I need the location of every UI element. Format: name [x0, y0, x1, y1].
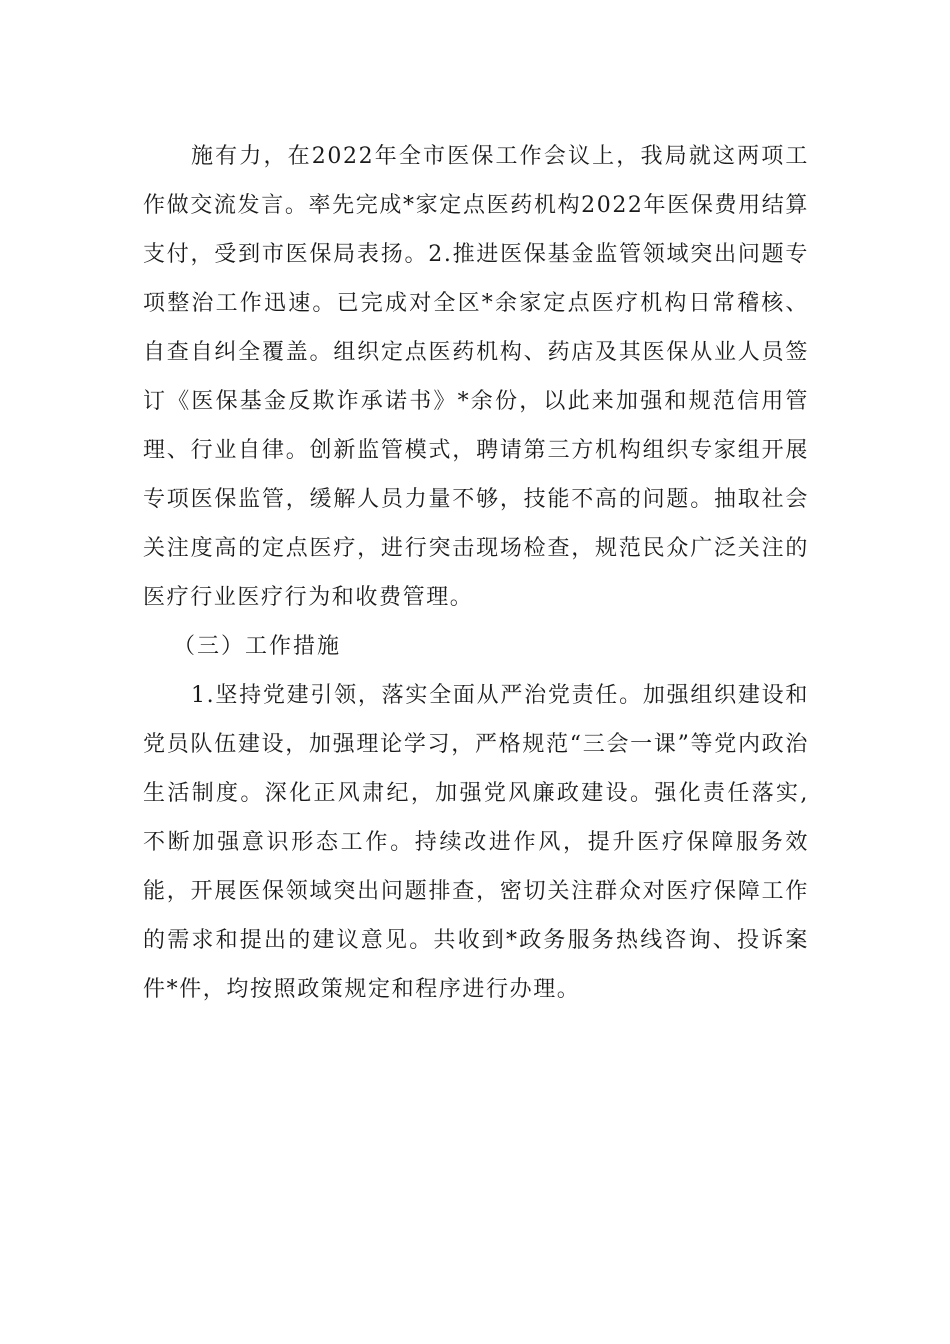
paragraph-work-measures: 1.坚持党建引领，落实全面从严治党责任。加强组织建设和党员队伍建设，加强理论学习，严格规范“三会一课”等党内政治生活制度。深化正风肃纪，加强党风廉政建设。强化责任落实,不断加强意识形态工作。持续改进作风，提升医疗保障服务效能，开展医保领域突出问题排查，密切关注群众对医疗保障工作的需求和提出的建议意见。共收到*政务服务热线咨询、投诉案件*件，均按照政策规定和程序进行办理。: [143, 683, 809, 1002]
document-body: [143, 132, 809, 1014]
paragraph-continued: 施有力，在2022年全市医保工作会议上，我局就这两项工作做交流发言。率先完成*家定点医药机构2022年医保费用结算支付，受到市医保局表扬。2.推进医保基金监管领域突出问题专项整治工作迅速。已完成对全区*余家定点医疗机构日常稽核、自查自纠全覆盖。组织定点医药机构、药店及其医保从业人员签订《医保基金反欺诈承诺书》*余份，以此来加强和规范信用管理、行业自律。创新监管模式，聘请第三方机构组织专家组开展专项医保监管，缓解人员力量不够，技能不高的问题。抽取社会关注度高的定点医疗，进行突击现场检查，规范民众广泛关注的医疗行业医疗行为和收费管理。: [143, 144, 809, 610]
section-heading: （三）工作措施: [173, 634, 342, 659]
